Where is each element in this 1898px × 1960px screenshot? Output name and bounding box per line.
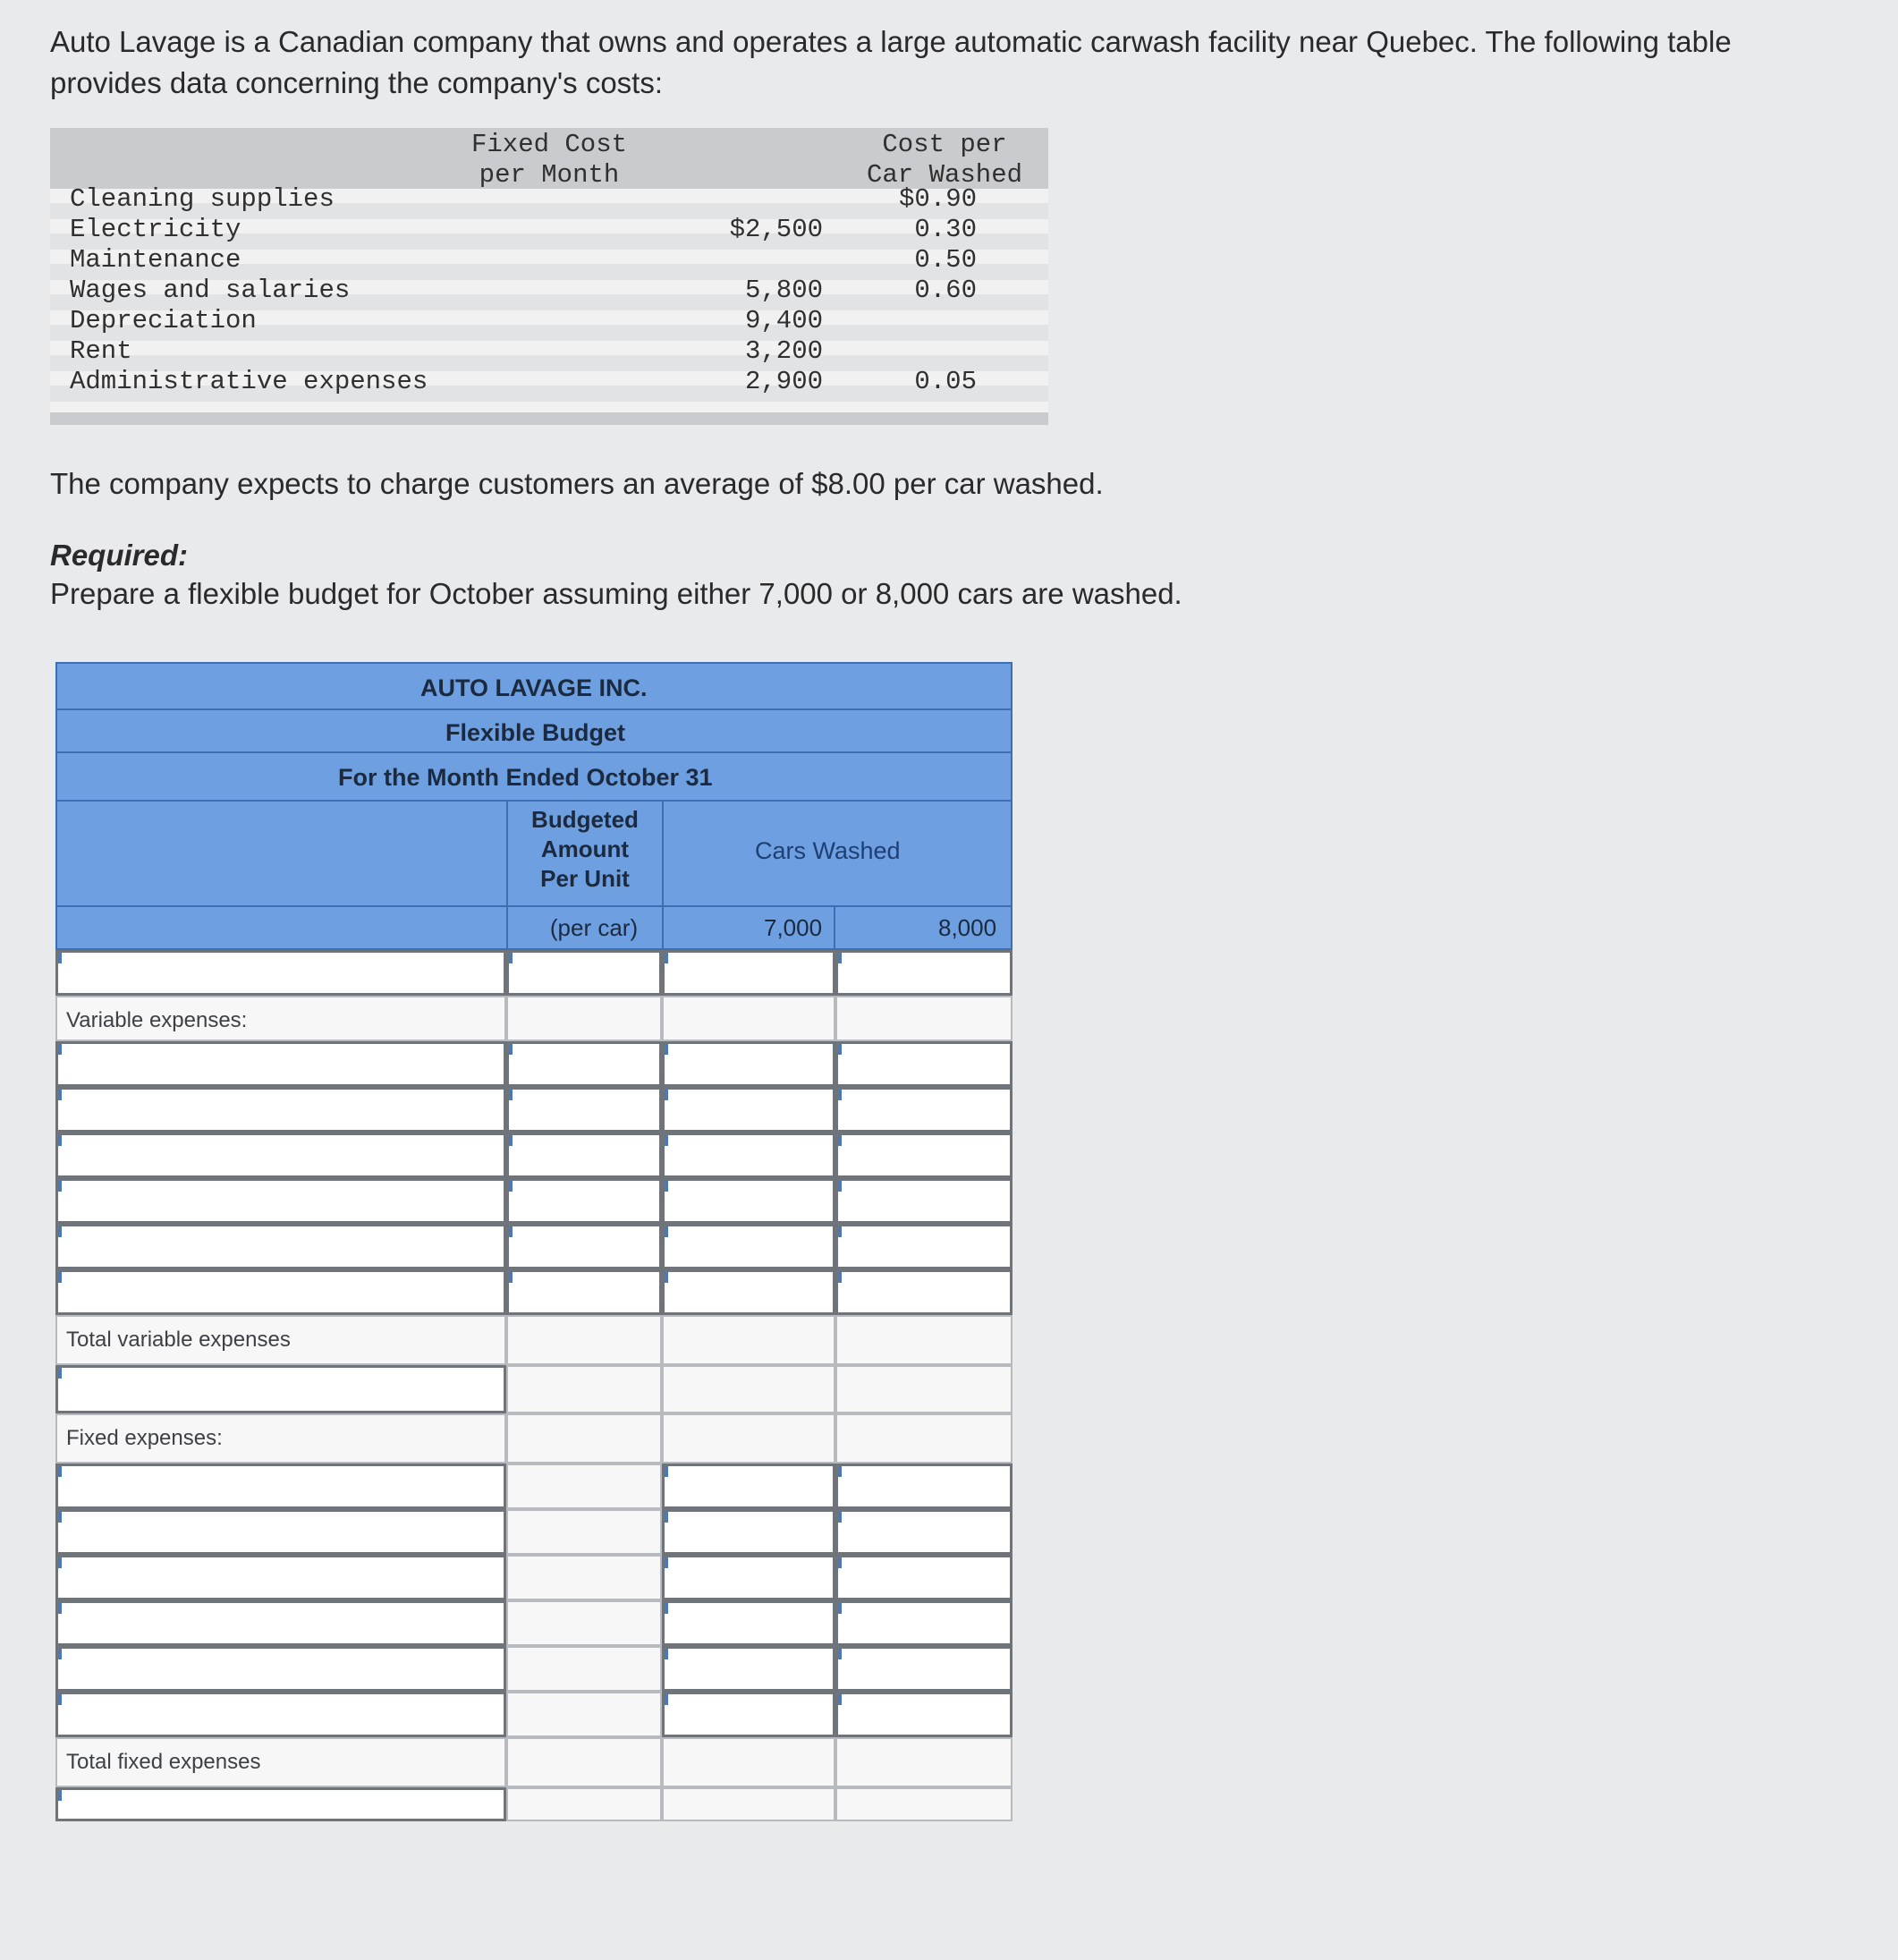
empty-cell: [506, 1464, 662, 1509]
empty-cell: [662, 1787, 835, 1821]
total-variable-cell: [55, 1315, 506, 1365]
budget-subtotal-row: [55, 1365, 1013, 1413]
cost-row-cleaning: [50, 184, 1048, 215]
fixed-expense-row: [55, 1692, 1013, 1737]
line-item-input[interactable]: [55, 1365, 506, 1413]
budget-company-name: AUTO LAVAGE INC.: [420, 675, 648, 701]
budget-title: Flexible Budget: [445, 719, 626, 746]
line-item-input[interactable]: [55, 1787, 506, 1821]
total-fixed-label: Total fixed expenses: [66, 1750, 261, 1774]
total-variable-7000-cell: [662, 1315, 835, 1365]
budget-company-band: [55, 662, 1013, 710]
fixed-expense-row: [55, 1646, 1013, 1692]
unit-amount-input[interactable]: [506, 1087, 662, 1133]
empty-cell: [506, 1509, 662, 1555]
variable-item-input[interactable]: [55, 1133, 506, 1178]
empty-cell: [506, 1692, 662, 1737]
total-fixed-cell: [55, 1737, 506, 1787]
cost-item-variable: $0.90: [898, 184, 977, 214]
fixed-item-input[interactable]: [55, 1464, 506, 1509]
amount-7000-input[interactable]: [662, 1555, 835, 1600]
total-fixed-row: [55, 1737, 1013, 1787]
cost-item-name: Cleaning supplies: [70, 184, 335, 214]
column-divider: [662, 907, 664, 948]
amount-7000-input[interactable]: [662, 950, 835, 996]
fixed-expenses-label-row: [55, 1413, 1013, 1464]
amount-8000-input[interactable]: [835, 1269, 1013, 1315]
unit-amount-header-line3: Per Unit: [540, 865, 630, 892]
fixed-cost-header-line1: Fixed Cost: [470, 130, 628, 159]
amount-8000-input[interactable]: [835, 1224, 1013, 1269]
fixed-cost-header: [460, 130, 639, 191]
budget-final-row: [55, 1787, 1013, 1821]
empty-cell: [835, 996, 1013, 1041]
empty-cell: [506, 1787, 662, 1821]
budget-title-band: [55, 708, 1013, 753]
total-variable-8000-cell: [835, 1315, 1013, 1365]
empty-cell: [835, 1365, 1013, 1413]
cost-item-name: Maintenance: [70, 245, 241, 275]
amount-8000-input[interactable]: [835, 1133, 1013, 1178]
empty-cell: [506, 1737, 662, 1787]
fixed-expense-row: [55, 1600, 1013, 1646]
cost-item-variable: 0.50: [914, 245, 977, 275]
empty-cell: [506, 1555, 662, 1600]
cost-item-fixed: 9,400: [744, 306, 823, 335]
fixed-expenses-label: Fixed expenses:: [66, 1426, 223, 1450]
cost-table-footer-band: [50, 412, 1048, 425]
total-fixed-8000-cell: [835, 1737, 1013, 1787]
amount-8000-input[interactable]: [835, 950, 1013, 996]
empty-cell: [835, 1787, 1013, 1821]
unit-amount-input[interactable]: [506, 1178, 662, 1224]
amount-7000-input[interactable]: [662, 1646, 835, 1692]
amount-7000-input[interactable]: [662, 1600, 835, 1646]
variable-expenses-cell: [55, 996, 506, 1041]
per-car-header: (per car): [549, 914, 639, 941]
empty-cell: [506, 1646, 662, 1692]
amount-7000-input[interactable]: [662, 1269, 835, 1315]
column-divider: [506, 907, 508, 948]
variable-item-input[interactable]: [55, 1087, 506, 1133]
fixed-expense-row: [55, 1555, 1013, 1600]
fixed-item-input[interactable]: [55, 1692, 506, 1737]
amount-7000-input[interactable]: [662, 1178, 835, 1224]
cost-item-fixed: 5,800: [744, 276, 823, 305]
amount-7000-input[interactable]: [662, 1692, 835, 1737]
cost-item-variable: 0.30: [914, 215, 977, 244]
fixed-expense-row: [55, 1509, 1013, 1555]
total-fixed-7000-cell: [662, 1737, 835, 1787]
problem-intro: Auto Lavage is a Canadian company that owns and operates a large automatic carwash facility near Quebec. The following table provides data concerning the company's costs:: [50, 25, 1732, 99]
variable-expense-row: [55, 1133, 1013, 1178]
amount-7000-input[interactable]: [662, 1224, 835, 1269]
variable-cost-header-line1: Cost per: [882, 130, 1007, 159]
variable-item-input[interactable]: [55, 1178, 506, 1224]
variable-expense-row: [55, 1087, 1013, 1133]
amount-8000-input[interactable]: [835, 1692, 1013, 1737]
flexible-budget-worksheet: [55, 662, 1013, 1905]
unit-amount-input[interactable]: [506, 1041, 662, 1087]
cost-data-table: [50, 128, 1048, 425]
fixed-item-input[interactable]: [55, 1600, 506, 1646]
volume-7000-header: 7,000: [764, 914, 823, 941]
unit-amount-input[interactable]: [506, 1224, 662, 1269]
variable-expense-row: [55, 1178, 1013, 1224]
variable-expenses-label-row: [55, 996, 1013, 1041]
budget-volume-band: [55, 905, 1013, 950]
amount-8000-input[interactable]: [835, 1509, 1013, 1555]
amount-7000-input[interactable]: [662, 1509, 835, 1555]
fixed-item-input[interactable]: [55, 1646, 506, 1692]
total-variable-unit-cell: [506, 1315, 662, 1365]
empty-cell: [506, 1413, 662, 1464]
cost-item-name: Wages and salaries: [70, 276, 351, 305]
cars-washed-header: Cars Washed: [755, 837, 901, 864]
variable-item-input[interactable]: [55, 1224, 506, 1269]
unit-amount-input[interactable]: [506, 1269, 662, 1315]
cost-row-administrative: [50, 367, 1048, 397]
price-statement: The company expects to charge customers an average of $8.00 per car washed.: [50, 467, 1104, 500]
empty-cell: [662, 996, 835, 1041]
unit-amount-header-line1: Budgeted: [531, 806, 639, 833]
cost-row-rent: [50, 336, 1048, 367]
cost-row-electricity: [50, 215, 1048, 245]
variable-item-input[interactable]: [55, 1041, 506, 1087]
cost-row-maintenance: [50, 245, 1048, 276]
budget-row-first: [55, 950, 1013, 996]
empty-cell: [506, 996, 662, 1041]
cost-row-wages: [50, 276, 1048, 306]
fixed-item-input[interactable]: [55, 1555, 506, 1600]
column-divider: [506, 802, 508, 905]
amount-7000-input[interactable]: [662, 1087, 835, 1133]
cost-item-name: Electricity: [70, 215, 241, 244]
empty-cell: [506, 1365, 662, 1413]
total-variable-row: [55, 1315, 1013, 1365]
unit-amount-input[interactable]: [506, 1133, 662, 1178]
unit-amount-header: [522, 805, 648, 894]
variable-expense-row: [55, 1224, 1013, 1269]
total-variable-label: Total variable expenses: [66, 1328, 291, 1352]
variable-expense-row: [55, 1041, 1013, 1087]
required-text: Prepare a flexible budget for October assuming either 7,000 or 8,000 cars are washed.: [50, 577, 1182, 610]
line-item-input[interactable]: [55, 950, 506, 996]
empty-cell: [662, 1413, 835, 1464]
empty-cell: [835, 1413, 1013, 1464]
fixed-item-input[interactable]: [55, 1509, 506, 1555]
unit-amount-header-line2: Amount: [540, 836, 630, 862]
cost-item-fixed: 2,900: [744, 367, 823, 396]
amount-7000-input[interactable]: [662, 1133, 835, 1178]
budget-column-header-band: [55, 800, 1013, 907]
amount-7000-input[interactable]: [662, 1041, 835, 1087]
cost-item-name: Administrative expenses: [70, 367, 428, 396]
fixed-expenses-cell: [55, 1413, 506, 1464]
variable-cost-header: [855, 130, 1034, 191]
budget-period-band: [55, 751, 1013, 802]
budget-period: For the Month Ended October 31: [338, 764, 713, 791]
cost-item-variable: 0.05: [914, 367, 977, 396]
cost-item-variable: 0.60: [914, 276, 977, 305]
column-divider: [662, 802, 664, 905]
amount-7000-input[interactable]: [662, 1464, 835, 1509]
cost-item-fixed: $2,500: [729, 215, 823, 244]
amount-8000-input[interactable]: [835, 1178, 1013, 1224]
cost-item-name: Depreciation: [70, 306, 257, 335]
volume-8000-header: 8,000: [938, 914, 997, 941]
empty-cell: [662, 1365, 835, 1413]
fixed-cost-header-line2: per Month: [479, 160, 620, 190]
amount-8000-input[interactable]: [835, 1041, 1013, 1087]
unit-amount-input[interactable]: [506, 950, 662, 996]
column-divider: [834, 907, 835, 948]
variable-expenses-label: Variable expenses:: [66, 1008, 248, 1032]
required-label: Required:: [50, 539, 189, 572]
variable-item-input[interactable]: [55, 1269, 506, 1315]
variable-expense-row: [55, 1269, 1013, 1315]
amount-8000-input[interactable]: [835, 1600, 1013, 1646]
cost-row-depreciation: [50, 306, 1048, 336]
variable-cost-header-line2: Car Washed: [866, 160, 1023, 190]
amount-8000-input[interactable]: [835, 1464, 1013, 1509]
empty-cell: [506, 1600, 662, 1646]
amount-8000-input[interactable]: [835, 1646, 1013, 1692]
amount-8000-input[interactable]: [835, 1555, 1013, 1600]
cost-item-name: Rent: [70, 336, 132, 366]
fixed-expense-row: [55, 1464, 1013, 1509]
cost-item-fixed: 3,200: [744, 336, 823, 366]
amount-8000-input[interactable]: [835, 1087, 1013, 1133]
